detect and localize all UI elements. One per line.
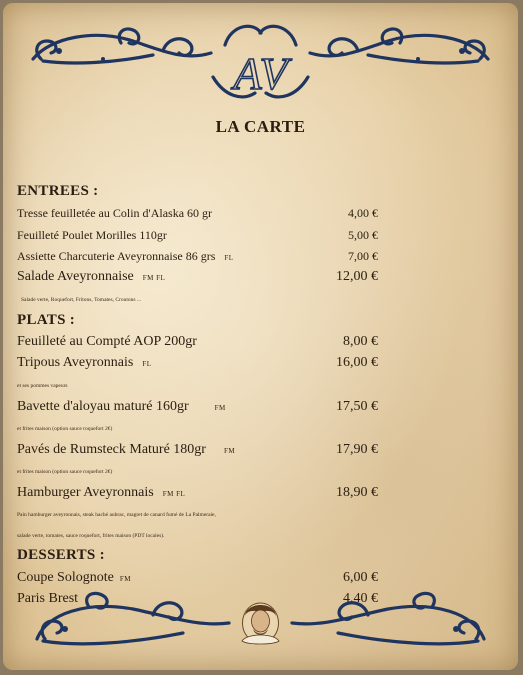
menu-item-price: 5,00 €: [348, 228, 378, 242]
menu-item-price: 12,00 €: [336, 269, 378, 284]
menu-item-name: Salade Aveyronnaise FM FL: [17, 269, 166, 284]
menu-item-tags: FL: [224, 254, 234, 262]
menu-item-note: et frites maison (option sauce roquefort 2€): [17, 426, 113, 432]
menu-item-note: Pain hamburger aveyronnais, steak haché aubrac, magret de canard fumé de La Palmeraie,: [17, 512, 216, 518]
menu-item-tags: FM: [214, 404, 226, 412]
menu-item-tags: FM FL: [162, 490, 186, 498]
menu-item-price: 8,00 €: [343, 334, 378, 349]
menu-item-tags: FM FL: [142, 274, 166, 282]
menu-item-price: 4,40 €: [343, 591, 378, 606]
menu-item-tags: FM: [223, 447, 236, 455]
menu-item-price: 18,90 €: [336, 485, 378, 500]
menu-item-name: Tresse feuilletée au Colin d'Alaska 60 gr: [17, 206, 213, 220]
menu-page: [3, 3, 518, 670]
portrait-icon: [242, 603, 279, 644]
menu-item-tags: FM: [119, 575, 131, 583]
menu-item-name: Hamburger Aveyronnais FM FL: [17, 485, 186, 500]
menu-item-tags: FL: [142, 360, 152, 368]
menu-item-name: Assiette Charcuterie Aveyronnaise 86 grs FL: [17, 249, 234, 263]
menu-item-price: 4,00 €: [348, 206, 378, 220]
menu-item-note: Salade verte, Roquefort, Fritons, Tomates, Croutons ...: [21, 297, 142, 303]
page-title: LA CARTE: [215, 117, 306, 136]
menu-item-price: 17,50 €: [336, 399, 378, 414]
bottom-flourish-icon: [3, 583, 518, 663]
section-heading-desserts: DESSERTS :: [17, 547, 105, 563]
menu-item-price: 6,00 €: [343, 570, 378, 585]
menu-item-note: et ses pommes vapeurs: [17, 383, 68, 389]
menu-item-name: Feuilleté au Compté AOP 200gr: [17, 334, 197, 349]
top-flourish-icon: [3, 7, 518, 115]
menu-item-name: Bavette d'aloyau maturé 160gr FM: [17, 399, 226, 414]
menu-item-price: 16,00 €: [336, 355, 378, 370]
menu-item-name: Pavés de Rumsteck Maturé 180gr FM: [17, 442, 236, 457]
menu-item-note: et frites maison (option sauce roquefort 2€): [17, 469, 113, 475]
menu-item-name: Paris Brest: [17, 591, 79, 606]
menu-item-price: 7,00 €: [348, 249, 378, 263]
menu-item-name: Feuilleté Poulet Morilles 110gr: [17, 228, 167, 242]
monogram-text: AV: [233, 48, 288, 99]
section-heading-entrees: ENTREES :: [17, 183, 99, 199]
menu-item-name: Tripous Aveyronnais FL: [17, 355, 152, 370]
menu-item-price: 17,90 €: [336, 442, 378, 457]
menu-item-note: salade verte, tomates, sauce roquefort, frites maison (PDT locales).: [17, 533, 165, 539]
menu-item-name: Coupe Solognote FM: [17, 570, 131, 585]
section-heading-plats: PLATS :: [17, 312, 76, 328]
